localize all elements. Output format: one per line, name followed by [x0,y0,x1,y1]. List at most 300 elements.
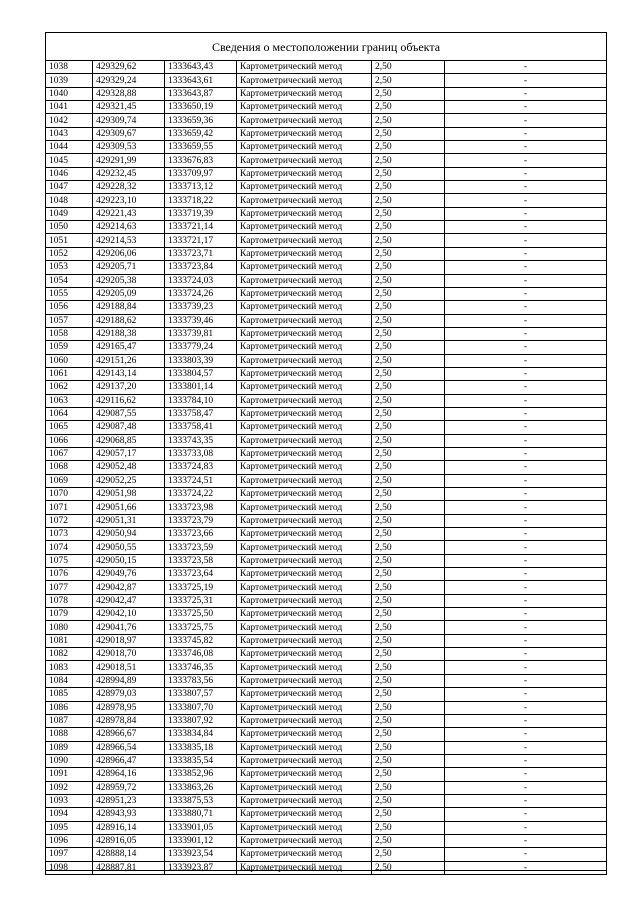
x-coordinate-cell: 429143,14 [93,367,165,380]
x-coordinate-cell: 428916,05 [93,834,165,847]
description-cell: - [445,274,607,287]
table-row [46,488,607,501]
x-coordinate-cell: 429151,26 [93,354,165,367]
point-number-cell: 1074 [46,541,93,554]
description-cell: - [445,394,607,407]
y-coordinate-cell: 1333733,08 [165,447,237,460]
point-number-cell: 1078 [46,594,93,607]
description-cell: - [445,354,607,367]
point-number-cell: 1080 [46,621,93,634]
description-cell: - [445,634,607,647]
precision-cell: 2,50 [372,794,445,807]
precision-cell: 2,50 [372,141,445,154]
point-number-cell: 1095 [46,821,93,834]
x-coordinate-cell: 429018,51 [93,661,165,674]
precision-cell: 2,50 [372,661,445,674]
precision-cell: 2,50 [372,394,445,407]
y-coordinate-cell: 1333852,96 [165,768,237,781]
description-cell: - [445,501,607,514]
y-coordinate-cell: 1333723,66 [165,528,237,541]
description-cell: - [445,381,607,394]
description-cell: - [445,794,607,807]
description-cell: - [445,728,607,741]
point-number-cell: 1077 [46,581,93,594]
table-row [46,728,607,741]
precision-cell: 2,50 [372,781,445,794]
y-coordinate-cell: 1333659,55 [165,141,237,154]
x-coordinate-cell: 429057,17 [93,447,165,460]
table-row [46,848,607,861]
description-cell: - [445,447,607,460]
x-coordinate-cell: 429321,45 [93,101,165,114]
table-row [46,528,607,541]
method-cell: Картометрический метод [237,447,372,460]
method-cell: Картометрический метод [237,701,372,714]
description-cell: - [445,541,607,554]
x-coordinate-cell: 429188,38 [93,327,165,340]
table-row [46,101,607,114]
precision-cell: 2,50 [372,341,445,354]
table-row [46,167,607,180]
x-coordinate-cell: 428916,14 [93,821,165,834]
x-coordinate-cell: 429049,76 [93,568,165,581]
point-number-cell: 1063 [46,394,93,407]
point-number-cell: 1075 [46,554,93,567]
table-row [46,181,607,194]
x-coordinate-cell: 429041,76 [93,621,165,634]
y-coordinate-cell: 1333835,18 [165,741,237,754]
x-coordinate-cell: 429050,94 [93,528,165,541]
y-coordinate-cell: 1333807,70 [165,701,237,714]
x-coordinate-cell: 429042,47 [93,594,165,607]
description-cell: - [445,247,607,260]
description-cell: - [445,207,607,220]
point-number-cell: 1062 [46,381,93,394]
method-cell: Картометрический метод [237,394,372,407]
document-title: Сведения о местоположении границ объекта [46,33,606,61]
table-row [46,381,607,394]
description-cell: - [445,714,607,727]
table-row [46,754,607,767]
point-number-cell: 1098 [46,861,93,874]
point-number-cell: 1060 [46,354,93,367]
x-coordinate-cell: 429137,20 [93,381,165,394]
y-coordinate-cell: 1333724,22 [165,488,237,501]
table-row [46,327,607,340]
method-cell: Картометрический метод [237,247,372,260]
description-cell: - [445,528,607,541]
table-row [46,621,607,634]
description-cell: - [445,314,607,327]
y-coordinate-cell: 1333901,05 [165,821,237,834]
x-coordinate-cell: 429042,10 [93,608,165,621]
precision-cell: 2,50 [372,381,445,394]
y-coordinate-cell: 1333923,87 [165,861,237,874]
x-coordinate-cell: 429018,70 [93,648,165,661]
y-coordinate-cell: 1333659,42 [165,127,237,140]
y-coordinate-cell: 1333676,83 [165,154,237,167]
method-cell: Картометрический метод [237,61,372,74]
x-coordinate-cell: 428966,47 [93,754,165,767]
method-cell: Картометрический метод [237,768,372,781]
y-coordinate-cell: 1333725,50 [165,608,237,621]
table-row [46,701,607,714]
point-number-cell: 1066 [46,434,93,447]
y-coordinate-cell: 1333880,71 [165,808,237,821]
y-coordinate-cell: 1333863,26 [165,781,237,794]
point-number-cell: 1056 [46,301,93,314]
description-cell: - [445,181,607,194]
point-number-cell: 1058 [46,327,93,340]
precision-cell: 2,50 [372,261,445,274]
point-number-cell: 1076 [46,568,93,581]
y-coordinate-cell: 1333725,19 [165,581,237,594]
precision-cell: 2,50 [372,741,445,754]
point-number-cell: 1055 [46,287,93,300]
x-coordinate-cell: 428959,72 [93,781,165,794]
point-number-cell: 1087 [46,714,93,727]
table-row [46,261,607,274]
x-coordinate-cell: 428979,03 [93,688,165,701]
description-cell: - [445,581,607,594]
precision-cell: 2,50 [372,861,445,874]
y-coordinate-cell: 1333807,57 [165,688,237,701]
point-number-cell: 1043 [46,127,93,140]
method-cell: Картометрический метод [237,541,372,554]
table-row [46,114,607,127]
point-number-cell: 1093 [46,794,93,807]
x-coordinate-cell: 428994,89 [93,674,165,687]
x-coordinate-cell: 429051,31 [93,514,165,527]
description-cell: - [445,688,607,701]
point-number-cell: 1054 [46,274,93,287]
precision-cell: 2,50 [372,568,445,581]
precision-cell: 2,50 [372,101,445,114]
method-cell: Картометрический метод [237,728,372,741]
x-coordinate-cell: 429068,85 [93,434,165,447]
x-coordinate-cell: 428943,93 [93,808,165,821]
y-coordinate-cell: 1333801,14 [165,381,237,394]
point-number-cell: 1044 [46,141,93,154]
precision-cell: 2,50 [372,594,445,607]
precision-cell: 2,50 [372,528,445,541]
method-cell: Картометрический метод [237,754,372,767]
y-coordinate-cell: 1333723,98 [165,501,237,514]
precision-cell: 2,50 [372,648,445,661]
precision-cell: 2,50 [372,87,445,100]
table-row [46,821,607,834]
precision-cell: 2,50 [372,301,445,314]
y-coordinate-cell: 1333739,46 [165,314,237,327]
x-coordinate-cell: 429221,43 [93,207,165,220]
x-coordinate-cell: 429165,47 [93,341,165,354]
description-cell: - [445,674,607,687]
point-number-cell: 1045 [46,154,93,167]
x-coordinate-cell: 429214,53 [93,234,165,247]
method-cell: Картометрический метод [237,714,372,727]
x-coordinate-cell: 429232,45 [93,167,165,180]
precision-cell: 2,50 [372,367,445,380]
precision-cell: 2,50 [372,61,445,74]
y-coordinate-cell: 1333724,83 [165,461,237,474]
precision-cell: 2,50 [372,488,445,501]
y-coordinate-cell: 1333743,35 [165,434,237,447]
x-coordinate-cell: 428978,95 [93,701,165,714]
method-cell: Картометрический метод [237,674,372,687]
y-coordinate-cell: 1333719,39 [165,207,237,220]
x-coordinate-cell: 429205,38 [93,274,165,287]
x-coordinate-cell: 429291,99 [93,154,165,167]
point-number-cell: 1084 [46,674,93,687]
table-row [46,354,607,367]
precision-cell: 2,50 [372,447,445,460]
description-cell: - [445,754,607,767]
x-coordinate-cell: 429050,55 [93,541,165,554]
point-number-cell: 1061 [46,367,93,380]
table-row [46,514,607,527]
point-number-cell: 1047 [46,181,93,194]
description-cell: - [445,194,607,207]
precision-cell: 2,50 [372,634,445,647]
description-cell: - [445,621,607,634]
description-cell: - [445,648,607,661]
point-number-cell: 1073 [46,528,93,541]
y-coordinate-cell: 1333834,84 [165,728,237,741]
description-cell: - [445,474,607,487]
precision-cell: 2,50 [372,821,445,834]
point-number-cell: 1070 [46,488,93,501]
point-number-cell: 1041 [46,101,93,114]
description-cell: - [445,421,607,434]
x-coordinate-cell: 429205,09 [93,287,165,300]
table-row [46,781,607,794]
x-coordinate-cell: 429228,32 [93,181,165,194]
description-cell: - [445,594,607,607]
table-row [46,61,607,74]
precision-cell: 2,50 [372,234,445,247]
y-coordinate-cell: 1333659,36 [165,114,237,127]
x-coordinate-cell: 429205,71 [93,261,165,274]
method-cell: Картометрический метод [237,488,372,501]
point-number-cell: 1051 [46,234,93,247]
point-number-cell: 1049 [46,207,93,220]
table-row [46,474,607,487]
point-number-cell: 1092 [46,781,93,794]
y-coordinate-cell: 1333643,87 [165,87,237,100]
description-cell: - [445,61,607,74]
coordinates-table-body [46,61,607,875]
table-row [46,207,607,220]
y-coordinate-cell: 1333739,23 [165,301,237,314]
point-number-cell: 1097 [46,848,93,861]
precision-cell: 2,50 [372,127,445,140]
method-cell: Картометрический метод [237,274,372,287]
point-number-cell: 1050 [46,221,93,234]
method-cell: Картометрический метод [237,434,372,447]
table-row [46,74,607,87]
y-coordinate-cell: 1333723,64 [165,568,237,581]
precision-cell: 2,50 [372,354,445,367]
precision-cell: 2,50 [372,154,445,167]
method-cell: Картометрический метод [237,568,372,581]
description-cell: - [445,234,607,247]
table-row [46,154,607,167]
y-coordinate-cell: 1333650,19 [165,101,237,114]
table-row [46,447,607,460]
description-cell: - [445,141,607,154]
precision-cell: 2,50 [372,114,445,127]
table-row [46,434,607,447]
method-cell: Картометрический метод [237,154,372,167]
x-coordinate-cell: 429329,24 [93,74,165,87]
table-row [46,287,607,300]
x-coordinate-cell: 429206,06 [93,247,165,260]
description-cell: - [445,488,607,501]
precision-cell: 2,50 [372,621,445,634]
table-row [46,648,607,661]
table-row [46,234,607,247]
x-coordinate-cell: 429188,84 [93,301,165,314]
method-cell: Картометрический метод [237,101,372,114]
method-cell: Картометрический метод [237,114,372,127]
x-coordinate-cell: 429052,48 [93,461,165,474]
precision-cell: 2,50 [372,421,445,434]
method-cell: Картометрический метод [237,648,372,661]
table-row [46,634,607,647]
y-coordinate-cell: 1333783,56 [165,674,237,687]
method-cell: Картометрический метод [237,608,372,621]
table-row [46,301,607,314]
table-row [46,714,607,727]
point-number-cell: 1039 [46,74,93,87]
point-number-cell: 1072 [46,514,93,527]
description-cell: - [445,821,607,834]
x-coordinate-cell: 429051,66 [93,501,165,514]
method-cell: Картометрический метод [237,634,372,647]
point-number-cell: 1068 [46,461,93,474]
precision-cell: 2,50 [372,541,445,554]
x-coordinate-cell: 429328,88 [93,87,165,100]
precision-cell: 2,50 [372,581,445,594]
method-cell: Картометрический метод [237,127,372,140]
description-cell: - [445,554,607,567]
x-coordinate-cell: 428966,67 [93,728,165,741]
method-cell: Картометрический метод [237,421,372,434]
description-cell: - [445,608,607,621]
precision-cell: 2,50 [372,688,445,701]
table-row [46,568,607,581]
description-cell: - [445,808,607,821]
table-row [46,501,607,514]
table-row [46,461,607,474]
y-coordinate-cell: 1333709,97 [165,167,237,180]
y-coordinate-cell: 1333643,61 [165,74,237,87]
precision-cell: 2,50 [372,287,445,300]
point-number-cell: 1090 [46,754,93,767]
table-row [46,127,607,140]
table-row [46,554,607,567]
method-cell: Картометрический метод [237,314,372,327]
point-number-cell: 1089 [46,741,93,754]
table-row [46,367,607,380]
method-cell: Картометрический метод [237,367,372,380]
table-row [46,421,607,434]
method-cell: Картометрический метод [237,194,372,207]
point-number-cell: 1046 [46,167,93,180]
point-number-cell: 1085 [46,688,93,701]
method-cell: Картометрический метод [237,221,372,234]
table-row [46,274,607,287]
x-coordinate-cell: 429087,55 [93,407,165,420]
description-cell: - [445,74,607,87]
table-row [46,407,607,420]
method-cell: Картометрический метод [237,407,372,420]
precision-cell: 2,50 [372,207,445,220]
point-number-cell: 1083 [46,661,93,674]
y-coordinate-cell: 1333724,03 [165,274,237,287]
y-coordinate-cell: 1333713,12 [165,181,237,194]
description-cell: - [445,568,607,581]
table-row [46,794,607,807]
y-coordinate-cell: 1333724,51 [165,474,237,487]
description-cell: - [445,301,607,314]
method-cell: Картометрический метод [237,141,372,154]
y-coordinate-cell: 1333784,10 [165,394,237,407]
y-coordinate-cell: 1333807,92 [165,714,237,727]
precision-cell: 2,50 [372,768,445,781]
y-coordinate-cell: 1333725,31 [165,594,237,607]
precision-cell: 2,50 [372,461,445,474]
precision-cell: 2,50 [372,221,445,234]
point-number-cell: 1053 [46,261,93,274]
y-coordinate-cell: 1333739,81 [165,327,237,340]
point-number-cell: 1071 [46,501,93,514]
method-cell: Картометрический метод [237,528,372,541]
method-cell: Картометрический метод [237,821,372,834]
table-row [46,341,607,354]
point-number-cell: 1052 [46,247,93,260]
description-cell: - [445,741,607,754]
x-coordinate-cell: 429223,10 [93,194,165,207]
precision-cell: 2,50 [372,314,445,327]
method-cell: Картометрический метод [237,848,372,861]
description-cell: - [445,101,607,114]
description-cell: - [445,434,607,447]
point-number-cell: 1038 [46,61,93,74]
x-coordinate-cell: 428888,14 [93,848,165,861]
description-cell: - [445,114,607,127]
point-number-cell: 1048 [46,194,93,207]
method-cell: Картометрический метод [237,808,372,821]
point-number-cell: 1091 [46,768,93,781]
table-row [46,194,607,207]
table-row [46,581,607,594]
point-number-cell: 1088 [46,728,93,741]
table-row [46,87,607,100]
precision-cell: 2,50 [372,514,445,527]
precision-cell: 2,50 [372,808,445,821]
method-cell: Картометрический метод [237,301,372,314]
point-number-cell: 1096 [46,834,93,847]
description-cell: - [445,848,607,861]
method-cell: Картометрический метод [237,234,372,247]
point-number-cell: 1082 [46,648,93,661]
y-coordinate-cell: 1333718,22 [165,194,237,207]
method-cell: Картометрический метод [237,594,372,607]
table-row [46,768,607,781]
precision-cell: 2,50 [372,834,445,847]
description-cell: - [445,407,607,420]
